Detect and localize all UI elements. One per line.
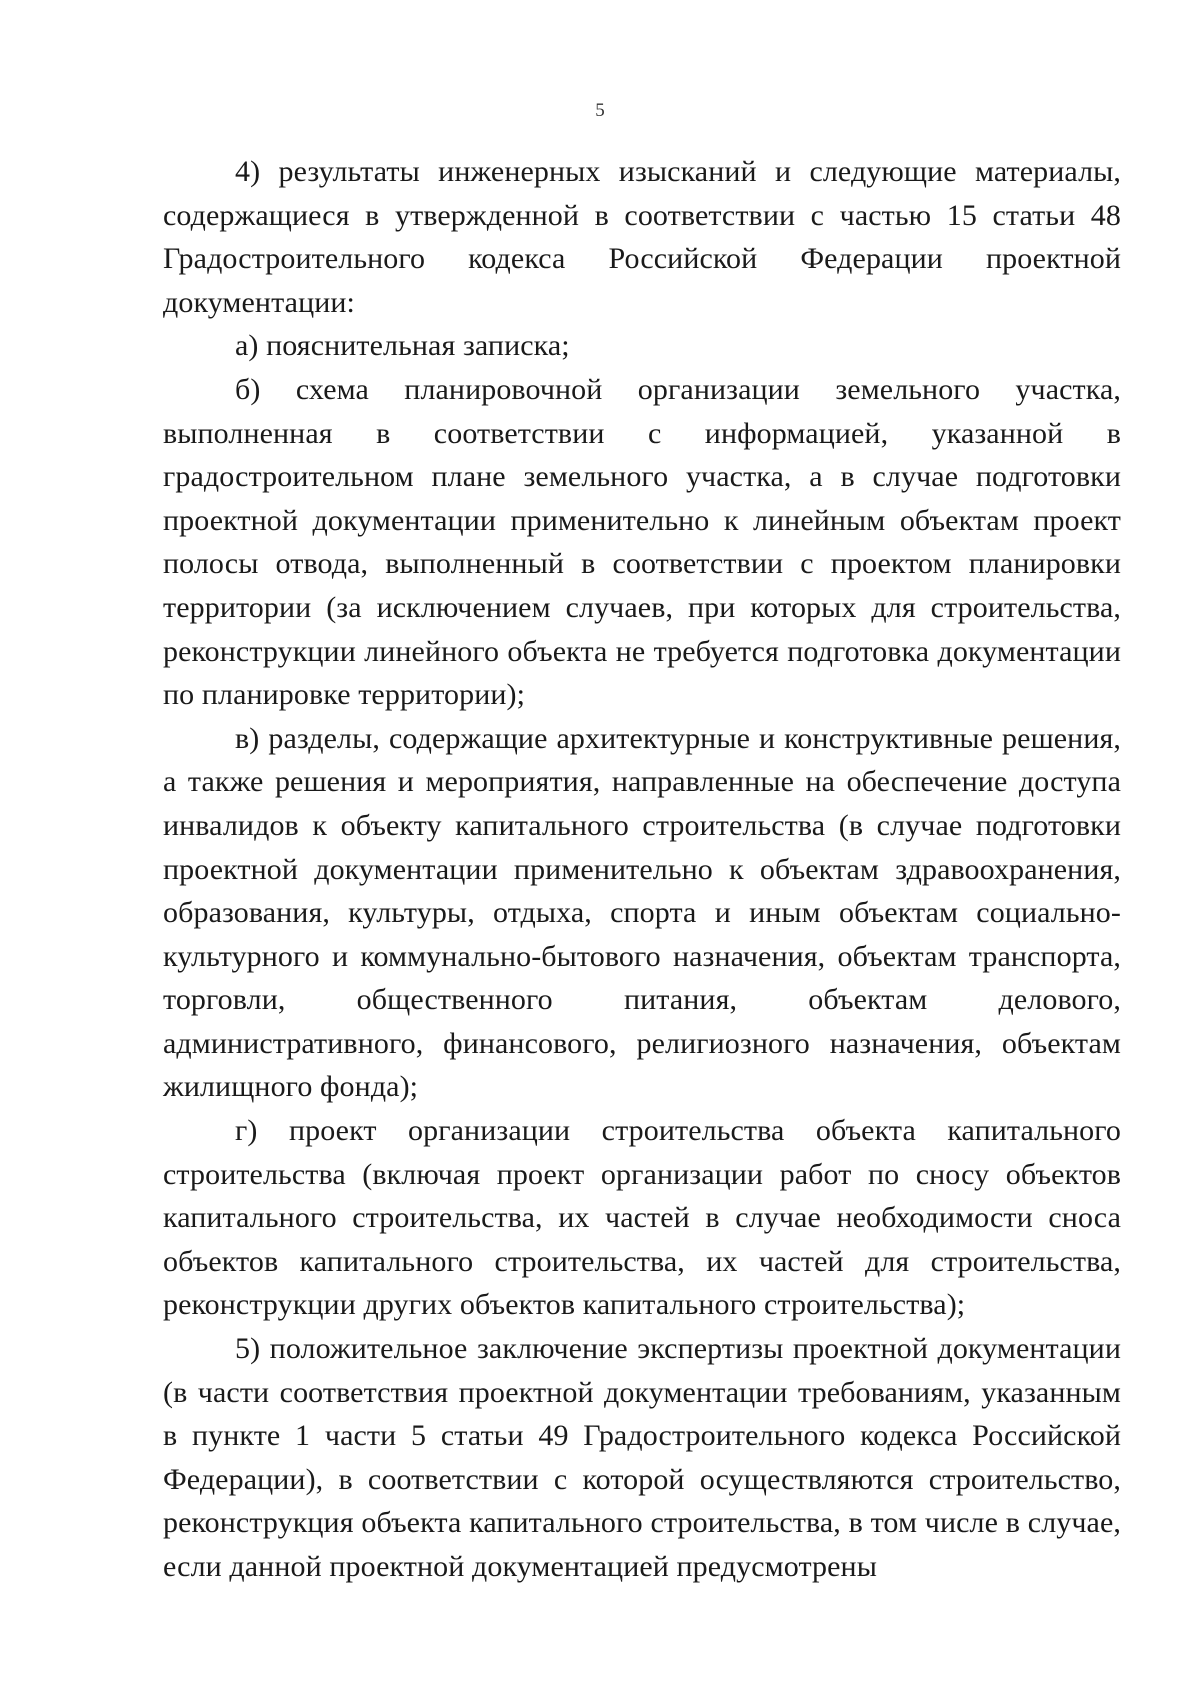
document-body: [163, 150, 1121, 1589]
page-number: 5: [595, 100, 605, 121]
paragraph-subitem-v: в) разделы, содержащие архитектурные и конструктивные решения, а также решения и мероприятия, направленные на обеспечение доступа инвалидов к объекту капитального строительства (в случае подготовки проектной документации применительно к объектам здравоохранения, образования, культуры, отдыха, спорта и иным объектам социально-культурного и коммунально-бытового назначения, объектам транспорта, торговли, общественного питания, объектам делового, административного, финансового, религиозного назначения, объектам жилищного фонда);: [163, 721, 1121, 1104]
paragraph-subitem-a: а) пояснительная записка;: [235, 329, 570, 363]
paragraph-subitem-b: б) схема планировочной организации земельного участка, выполненная в соответствии с информацией, указанной в градостроительном плане земельного участка, а в случае подготовки проектной документации применительно к линейным объектам проект полосы отвода, выполненный в соответствии с проектом планировки территории (за исключением случаев, при которых для строительства, реконструкции линейного объекта не требуется подготовка документации по планировке территории);: [163, 372, 1121, 712]
paragraph-item-4: 4) результаты инженерных изысканий и следующие материалы, содержащиеся в утвержденной в соответствии с частью 15 статьи 48 Градостроительного кодекса Российской Федерации проектной документации:: [163, 155, 1121, 319]
paragraph-subitem-g: г) проект организации строительства объекта капитального строительства (включая проект организации работ по сносу объектов капитального строительства, их частей в случае необходимости сноса объектов капитального строительства, их частей для строительства, реконструкции других объектов капитального строительства);: [163, 1114, 1121, 1322]
paragraph-item-5: 5) положительное заключение экспертизы проектной документации (в части соответствия проектной документации требованиям, указанным в пункте 1 части 5 статьи 49 Градостроительного кодекса Российской Федерации), в соответствии с которой осуществляются строительство, реконструкция объекта капитального строительства, в том числе в случае, если данной проектной документацией предусмотрены: [163, 1332, 1121, 1583]
